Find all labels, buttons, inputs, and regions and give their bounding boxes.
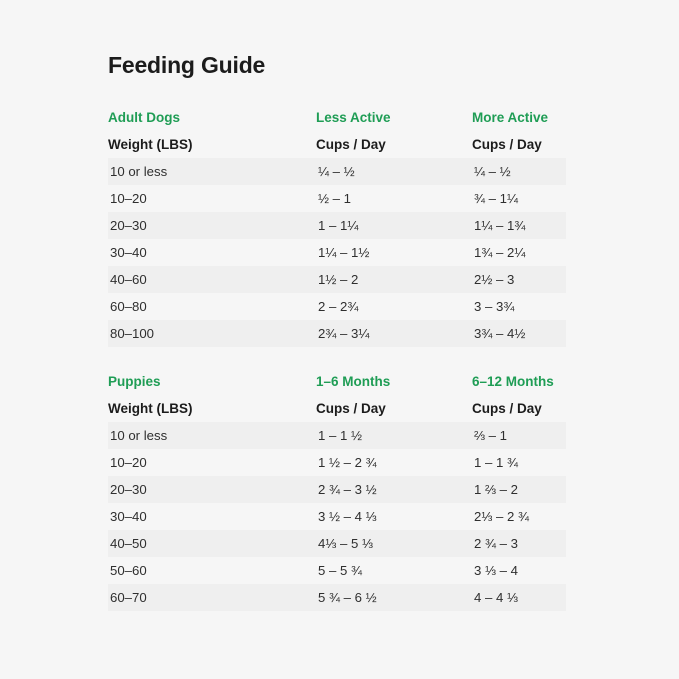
table-row [108,266,566,293]
adult-dogs-col3-group: More Active [472,110,549,125]
table-row [108,557,566,584]
cell-weight: 30–40 [110,509,147,524]
cell-less-active: 2¾ – 3¼ [316,320,472,347]
table-row [108,293,566,320]
table-row [108,212,566,239]
feeding-guide-content [108,52,566,611]
puppies-group-row [108,369,566,395]
cell-more-active: 2½ – 3 [472,266,566,293]
adult-dogs-subhead-cups-less-active: Cups / Day [316,137,386,152]
cell-more-active: 3 – 3¾ [474,299,515,314]
page-title: Feeding Guide [108,52,266,78]
cell-6-12-months: 2 ¾ – 3 [472,530,566,557]
cell-weight: 10–20 [110,191,147,206]
puppies-table [108,369,566,611]
adult-dogs-subheader-row [108,131,566,158]
cell-more-active: ¾ – 1¼ [474,191,518,206]
cell-weight: 80–100 [108,320,316,347]
adult-dogs-subhead-cups-more-active: Cups / Day [472,137,542,152]
puppies-subheader-row [108,395,566,422]
adult-dogs-col2-group: Less Active [316,110,391,125]
adult-dogs-group-row [108,105,566,131]
cell-weight: 10 or less [108,158,316,185]
cell-more-active: 1¾ – 2¼ [474,245,526,260]
cell-weight: 30–40 [110,245,147,260]
cell-less-active: 1 – 1¼ [316,212,472,239]
table-row [108,158,566,185]
cell-1-6-months: 5 – 5 ¾ [318,563,362,578]
adult-dogs-subhead-weight: Weight (LBS) [108,137,193,152]
table-row [108,530,566,557]
section-divider-space [108,347,566,369]
adult-dogs-group-label: Adult Dogs [108,110,180,125]
cell-6-12-months: 4 – 4 ⅓ [472,584,566,611]
cell-more-active: 3¾ – 4½ [472,320,566,347]
cell-more-active: 1¼ – 1¾ [472,212,566,239]
cell-weight: 10–20 [110,455,147,470]
table-row [108,185,566,212]
cell-less-active: 1¼ – 1½ [318,245,370,260]
puppies-subhead-cups-6-12: Cups / Day [472,401,542,416]
cell-weight: 10 or less [108,422,316,449]
cell-less-active: 1½ – 2 [316,266,472,293]
adult-dogs-body [108,158,566,347]
cell-6-12-months: 1 ⅔ – 2 [472,476,566,503]
cell-1-6-months: 5 ¾ – 6 ½ [316,584,472,611]
cell-less-active: 2 – 2¾ [318,299,359,314]
cell-1-6-months: 4⅓ – 5 ⅓ [316,530,472,557]
cell-1-6-months: 1 – 1 ½ [316,422,472,449]
table-row [108,422,566,449]
cell-1-6-months: 2 ¾ – 3 ½ [316,476,472,503]
puppies-col2-group: 1–6 Months [316,374,391,389]
table-row [108,449,566,476]
puppies-body [108,422,566,611]
table-row [108,320,566,347]
cell-weight: 60–70 [108,584,316,611]
adult-dogs-table [108,105,566,347]
cell-6-12-months: 2⅓ – 2 ¾ [474,509,529,524]
puppies-col3-group: 6–12 Months [472,374,554,389]
cell-weight: 40–60 [108,266,316,293]
puppies-subhead-weight: Weight (LBS) [108,401,193,416]
cell-less-active: ¼ – ½ [316,158,472,185]
table-row [108,503,566,530]
cell-weight: 20–30 [108,476,316,503]
cell-6-12-months: ⅔ – 1 [472,422,566,449]
cell-weight: 40–50 [108,530,316,557]
cell-weight: 60–80 [110,299,147,314]
cell-more-active: ¼ – ½ [472,158,566,185]
table-row [108,476,566,503]
cell-6-12-months: 3 ⅓ – 4 [474,563,518,578]
puppies-group-label: Puppies [108,374,161,389]
puppies-subhead-cups-1-6: Cups / Day [316,401,386,416]
cell-1-6-months: 3 ½ – 4 ⅓ [318,509,377,524]
table-row [108,239,566,266]
cell-weight: 50–60 [110,563,147,578]
table-row [108,584,566,611]
cell-weight: 20–30 [108,212,316,239]
cell-6-12-months: 1 – 1 ¾ [474,455,518,470]
cell-1-6-months: 1 ½ – 2 ¾ [318,455,377,470]
puppies-header [108,369,566,422]
adult-dogs-header [108,105,566,158]
cell-less-active: ½ – 1 [318,191,351,206]
